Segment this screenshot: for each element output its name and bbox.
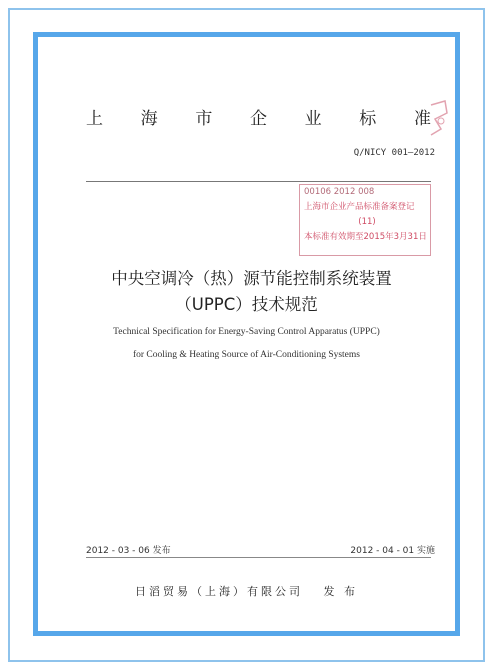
- standard-code: Q/NICY 001—2012: [353, 148, 435, 158]
- title-char: 准: [413, 109, 431, 129]
- english-title-line2: for Cooling & Heating Source of Air-Conditioning Systems: [132, 350, 360, 360]
- chinese-title-line1: 中央空调冷（热）源节能控制系统装置: [111, 269, 392, 288]
- document-page: [33, 32, 460, 636]
- title-char: 业: [304, 109, 322, 129]
- chinese-title-line2: （UPPC）技术规范: [175, 295, 318, 314]
- registration-stamp: [299, 184, 431, 256]
- red-seal-mark: [427, 99, 451, 139]
- header-divider: [86, 181, 431, 182]
- stamp-index: (11): [358, 217, 376, 227]
- stamp-number: 00106 2012 008: [304, 187, 375, 197]
- publish-date: 2012 - 03 - 06 发布: [86, 546, 171, 556]
- title-char: 海: [140, 109, 158, 129]
- stamp-registry: 上海市企业产品标准备案登记: [304, 202, 415, 212]
- title-char: 市: [195, 109, 213, 129]
- implement-date: 2012 - 04 - 01 实施: [350, 546, 435, 556]
- stamp-validity: 本标准有效期至2015年3月31日: [304, 232, 427, 242]
- english-title-line1: Technical Specification for Energy-Saving Control Apparatus (UPPC): [113, 327, 380, 337]
- title-char: 标: [359, 109, 377, 129]
- footer-divider: [86, 557, 431, 558]
- publisher: 日滔贸易（上海）有限公司 发 布: [135, 585, 358, 598]
- title-char: 上: [86, 109, 103, 129]
- standard-category-title: [86, 104, 431, 129]
- title-char: 企: [249, 109, 267, 129]
